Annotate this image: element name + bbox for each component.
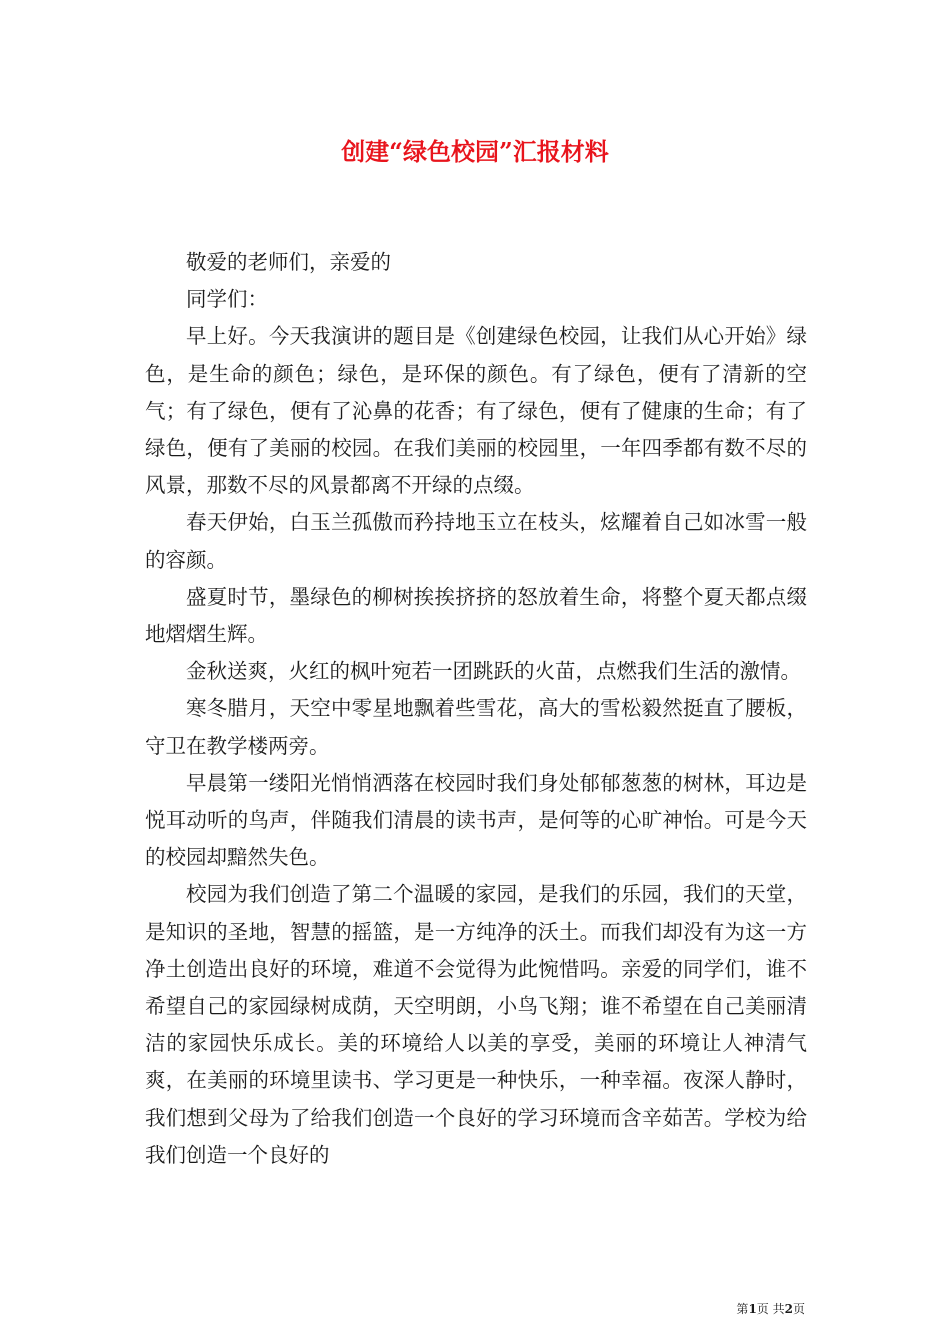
paragraph: 金秋送爽，火红的枫叶宛若一团跳跃的火苗，点燃我们生活的激情。 [186,659,801,684]
paragraph: 寒冬腊月，天空中零星地飘着些雪花，高大的雪松毅然挺直了腰板，守卫在教学楼两旁。 [145,696,807,758]
document-body [145,244,807,1174]
paragraph: 盛夏时节，墨绿色的柳树挨挨挤挤的怒放着生命，将整个夏天都点缀地熠熠生辉。 [145,584,807,647]
paragraph: 春天伊始，白玉兰孤傲而矜持地玉立在枝头，炫耀着自己如冰雪一般的容颜。 [145,510,807,572]
paragraph: 早晨第一缕阳光悄悄洒落在校园时我们身处郁郁葱葱的树林，耳边是悦耳动听的鸟声，伴随我们清晨的读书声，是何等的心旷神怡。可是今天的校园却黯然失色。 [145,770,807,870]
footer-middle: 页 共 [756,1302,785,1316]
paragraph: 校园为我们创造了第二个温暖的家园，是我们的乐园，我们的天堂，是知识的圣地，智慧的摇篮，是一方纯净的沃土。而我们却没有为这一方净土创造出良好的环境，难道不会觉得为此惋惜吗。亲爱的同学们，谁不希望自己的家园绿树成荫，天空明朗，小鸟飞翔；谁不希望在自己美丽清洁的家园快乐成长。美的环境给人以美的享受，美丽的环境让人神清气爽，在美丽的环境里读书、学习更是一种快乐，一种幸福。夜深人静时，我们想到父母为了给我们创造一个良好的学习环境而含辛茹苦。学校为给我们创造一个良好的 [145,882,807,1167]
paragraph: 同学们： [186,287,268,312]
paragraph: 早上好。今天我演讲的题目是《创建绿色校园，让我们从心开始》绿色，是生命的颜色；绿色，是环保的颜色。有了绿色，便有了清新的空气；有了绿色，便有了沁鼻的花香；有了绿色，便有了健康的生命；有了绿色，便有了美丽的校园。在我们美丽的校园里，一年四季都有数不尽的风景，那数不尽的风景都离不开绿的点缀。 [145,324,807,498]
page-number-footer [736,1300,805,1317]
total-page-number: 2 [784,1302,793,1316]
paragraph: 敬爱的老师们，亲爱的 [186,250,391,274]
footer-prefix: 第 [736,1302,749,1316]
current-page-number: 1 [748,1302,757,1316]
document-title: 创建“绿色校园”汇报材料 [341,137,609,166]
footer-suffix: 页 [792,1302,805,1316]
